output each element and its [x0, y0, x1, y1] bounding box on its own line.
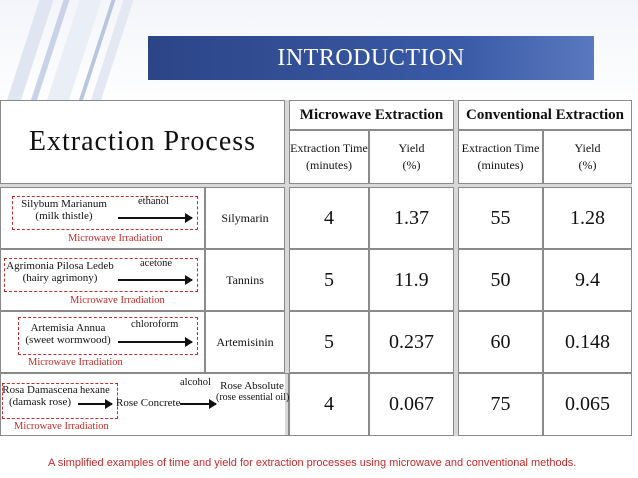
solvent-label: hexane — [80, 385, 110, 396]
process-diagram-silymarin — [0, 187, 205, 249]
slide-title: INTRODUCTION — [148, 36, 594, 80]
reaction-arrow-icon — [118, 279, 192, 281]
row-2-mw-time: 5 — [289, 249, 369, 311]
reaction-arrow-icon — [118, 341, 192, 343]
second-solvent-label: alcohol — [180, 377, 211, 388]
solvent-label: acetone — [140, 258, 173, 269]
mw-time-header: Extraction Time (minutes) — [289, 130, 369, 184]
row-2-product: Tannins — [205, 249, 285, 311]
cv-time-header: Extraction Time (minutes) — [458, 130, 543, 184]
row-4-mw-time: 4 — [289, 373, 369, 436]
row-2-cv-time: 50 — [458, 249, 543, 311]
plant-source-name: Silybum Marianum (milk thistle) — [21, 198, 107, 222]
reaction-arrow-icon — [78, 403, 112, 405]
plant-source-name: Artemisia Annua (sweet wormwood) — [25, 322, 111, 346]
irradiation-label: Microwave Irradiation — [28, 357, 123, 368]
row-3-cv-yield: 0.148 — [543, 311, 632, 373]
process-diagram-tannins — [0, 249, 205, 311]
reaction-arrow-icon — [180, 403, 216, 405]
extraction-table — [0, 100, 632, 436]
plant-source-name: Agrimonia Pilosa Ledeb (hairy agrimony) — [6, 260, 114, 284]
row-3-mw-yield: 0.237 — [369, 311, 454, 373]
process-header: Extraction Process — [0, 100, 285, 184]
row-1-mw-yield: 1.37 — [369, 187, 454, 249]
irradiation-label: Microwave Irradiation — [68, 233, 163, 244]
row-4-mw-yield: 0.067 — [369, 373, 454, 436]
cv-yield-header: Yield (%) — [543, 130, 632, 184]
row-1-cv-time: 55 — [458, 187, 543, 249]
row-4-cv-time: 75 — [458, 373, 543, 436]
plant-source-name: Rosa Damascena (damask rose) — [2, 384, 78, 408]
irradiation-label: Microwave Irradiation — [70, 295, 165, 306]
row-2-cv-yield: 9.4 — [543, 249, 632, 311]
row-3-cv-time: 60 — [458, 311, 543, 373]
solvent-label: ethanol — [138, 196, 169, 207]
row-3-product: Artemisinin — [205, 311, 285, 373]
intermediate-product: Rose Concrete — [116, 397, 181, 409]
final-product: Rose Absolute (rose essential oil) — [216, 380, 290, 403]
solvent-label: chloroform — [131, 319, 179, 330]
row-1-mw-time: 4 — [289, 187, 369, 249]
row-2-mw-yield: 11.9 — [369, 249, 454, 311]
mw-yield-header: Yield (%) — [369, 130, 454, 184]
process-diagram-artemisinin — [0, 311, 205, 373]
table-caption: A simplified examples of time and yield for extraction processes using microwave and conventional methods. — [48, 457, 577, 469]
irradiation-label: Microwave Irradiation — [14, 421, 109, 432]
row-3-mw-time: 5 — [289, 311, 369, 373]
row-1-cv-yield: 1.28 — [543, 187, 632, 249]
microwave-group-header: Microwave Extraction — [289, 100, 454, 130]
row-4-cv-yield: 0.065 — [543, 373, 632, 436]
row-1-product: Silymarin — [205, 187, 285, 249]
reaction-arrow-icon — [118, 217, 192, 219]
conventional-group-header: Conventional Extraction — [458, 100, 632, 130]
process-diagram-rose-absolute — [0, 373, 289, 436]
